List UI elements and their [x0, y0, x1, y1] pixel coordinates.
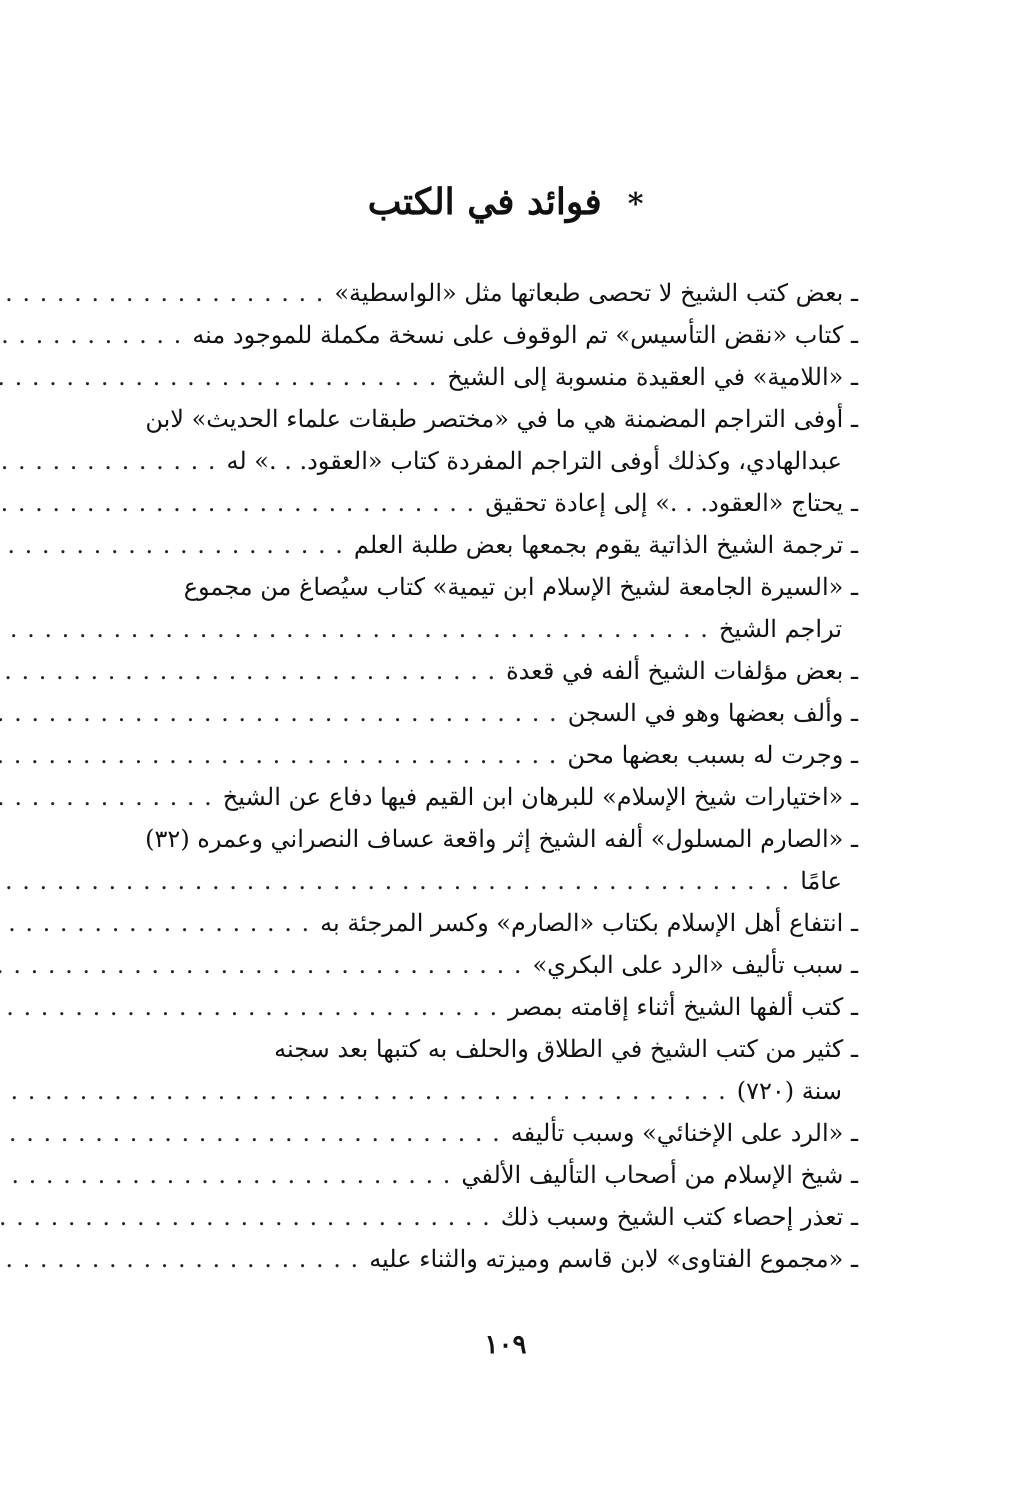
dot-leader	[0, 650, 496, 692]
index-entry	[128, 986, 858, 1028]
index-entry	[128, 314, 858, 356]
index-entry	[128, 608, 858, 650]
entry-text: ـ شيخ الإسلام من أصحاب التأليف الألفي	[461, 1161, 858, 1189]
index-entry	[128, 524, 858, 566]
dot-leader	[0, 608, 709, 650]
index-entry	[128, 902, 858, 944]
index-entry	[128, 650, 858, 692]
index-entry	[128, 776, 858, 818]
index-entry	[128, 1028, 858, 1070]
index-entry	[128, 734, 858, 776]
index-entry	[128, 944, 858, 986]
dot-leader	[0, 356, 437, 398]
dot-leader	[0, 1196, 491, 1238]
entry-text: ـ انتفاع أهل الإسلام بكتاب «الصارم» وكسر المرجئة به	[320, 909, 858, 937]
entry-text: ـ بعض مؤلفات الشيخ ألفه في قعدة	[506, 657, 858, 685]
entry-text: ـ «الرد على الإخنائي» وسبب تأليفه	[510, 1119, 858, 1147]
dot-leader	[0, 524, 344, 566]
dot-leader	[0, 860, 790, 902]
entry-text: عامًا	[800, 867, 842, 895]
index-entry	[128, 566, 858, 608]
index-entry	[128, 440, 858, 482]
dot-leader	[0, 902, 310, 944]
index-entry	[128, 860, 858, 902]
page-number: ١٠٩	[484, 1330, 527, 1360]
index-entry	[128, 1154, 858, 1196]
entry-text: ـ «الصارم المسلول» ألفه الشيخ إثر واقعة عساف النصراني وعمره (٣٢)	[145, 825, 858, 853]
entry-text: ـ يحتاج «العقود. . .» إلى إعادة تحقيق	[485, 489, 858, 517]
dot-leader	[0, 1070, 727, 1112]
index-entry	[128, 398, 858, 440]
index-entry	[128, 482, 858, 524]
dot-leader	[0, 314, 182, 356]
index-entry	[128, 1196, 858, 1238]
dot-leader	[0, 734, 557, 776]
entry-text: ـ كثير من كتب الشيخ في الطلاق والحلف به كتبها بعد سجنه	[274, 1035, 858, 1063]
entry-text: ـ ترجمة الشيخ الذاتية يقوم بجمعها بعض طلبة العلم	[353, 531, 858, 559]
index-entry	[128, 272, 858, 314]
dot-leader	[0, 1238, 359, 1280]
entry-text: ـ «اختيارات شيخ الإسلام» للبرهان ابن القيم فيها دفاع عن الشيخ	[222, 783, 858, 811]
entry-text: ـ أوفى التراجم المضمنة هي ما في «مختصر طبقات علماء الحديث» لابن	[145, 405, 858, 433]
entry-text: تراجم الشيخ	[718, 615, 842, 643]
asterisk-ornament: *	[627, 187, 644, 222]
dot-leader	[0, 944, 522, 986]
entry-text: ـ كتاب «نقض التأسيس» تم الوقوف على نسخة مكملة للموجود منه	[192, 321, 858, 349]
index-entry	[128, 1070, 858, 1112]
dot-leader	[0, 986, 498, 1028]
section-title: فوائد في الكتب	[367, 181, 602, 223]
entry-text: ـ سبب تأليف «الرد على البكري»	[532, 951, 858, 979]
entry-text: ـ وجرت له بسبب بعضها محن	[567, 741, 858, 769]
index-entry	[128, 356, 858, 398]
section-heading	[0, 178, 1011, 229]
dot-leader	[0, 692, 558, 734]
dot-leader	[0, 1154, 451, 1196]
entry-text: ـ «مجموع الفتاوى» لابن قاسم وميزته والثناء عليه	[369, 1245, 858, 1273]
entry-text: ـ تعذر إحصاء كتب الشيخ وسبب ذلك	[500, 1203, 858, 1231]
entry-text: ـ كتب ألفها الشيخ أثناء إقامته بمصر	[508, 993, 858, 1021]
dot-leader	[0, 272, 324, 314]
entry-text: عبدالهادي، وكذلك أوفى التراجم المفردة كتاب «العقود. . .» له	[226, 447, 842, 475]
dot-leader	[0, 482, 475, 524]
index-entry	[128, 818, 858, 860]
dot-leader	[0, 1112, 501, 1154]
entry-text: ـ بعض كتب الشيخ لا تحصى طبعاتها مثل «الواسطية»	[334, 279, 858, 307]
dot-leader	[0, 440, 216, 482]
entry-text: ـ «السيرة الجامعة لشيخ الإسلام ابن تيمية» كتاب سيُصاغ من مجموع	[183, 573, 858, 601]
index-entry	[128, 1112, 858, 1154]
entry-text: ـ وألف بعضها وهو في السجن	[567, 699, 858, 727]
index-entry	[128, 692, 858, 734]
index-entry	[128, 1238, 858, 1280]
dot-leader	[0, 776, 213, 818]
entry-text: ـ «اللامية» في العقيدة منسوبة إلى الشيخ	[447, 363, 858, 391]
index-entries	[128, 272, 858, 1280]
entry-text: سنة (٧٢٠)	[736, 1077, 842, 1105]
